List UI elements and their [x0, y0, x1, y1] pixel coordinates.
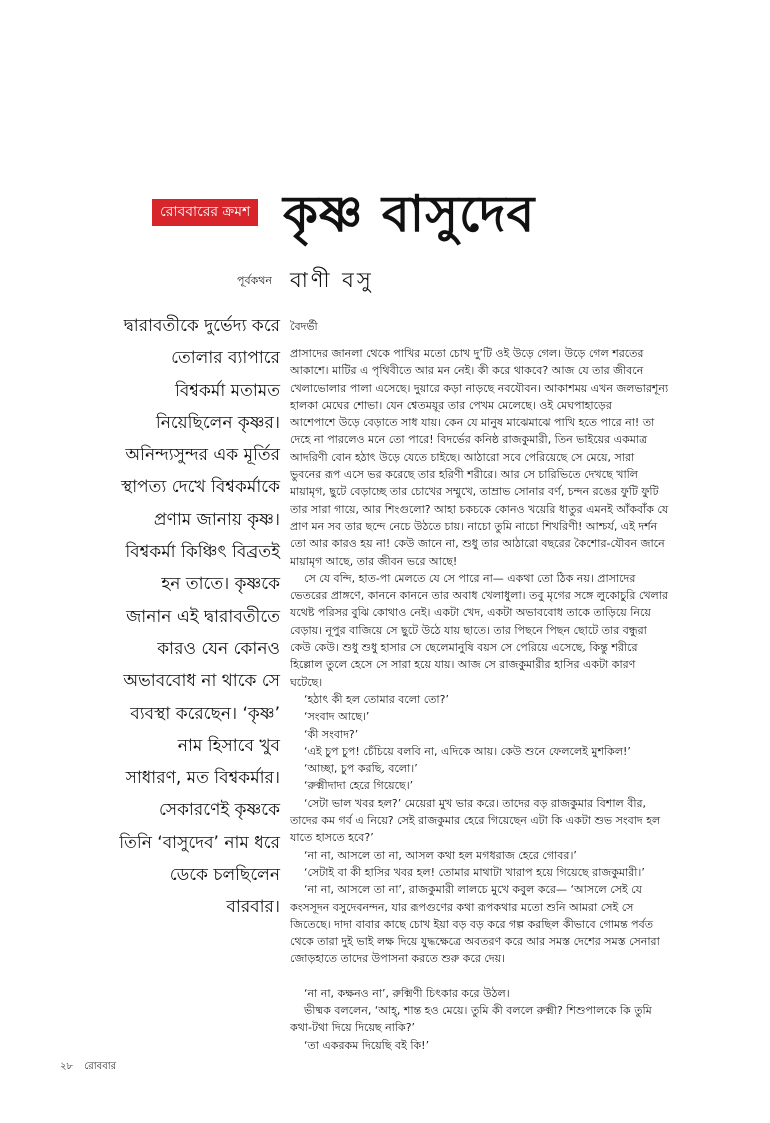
body-line: ‘না না, কক্ষনও না’, রুক্মিণী চিৎকার করে উঠল। — [304, 986, 510, 1000]
pull-quote-line: নাম হিসাবে খুব — [177, 735, 280, 756]
chapter-title: বৈদর্ভী — [290, 320, 318, 333]
pull-quote-line: ব্যবস্থা করেছেন। ‘কৃষ্ণ’ — [130, 703, 280, 724]
pull-quote-line: তোলার ব্যাপারে — [171, 348, 280, 369]
pull-quote-line: স্থাপত্য দেখে বিশ্বকর্মাকে — [120, 477, 280, 498]
magazine-name: রোববার — [84, 1061, 117, 1072]
body-line: ‘সেটা ভাল খবর হল?’ মেয়েরা মুখ ভার করে। তাদের বড় রাজকুমার বিশাল বীর, — [304, 796, 647, 810]
body-line: সে যে বন্দি, হাত-পা মেলতে যে সে পারে না— একথা তো ঠিক নয়। প্রাসাদের — [304, 571, 636, 585]
paragraph-gap — [290, 968, 745, 985]
body-line: প্রাণ মন সব তার ছন্দে নেচে উঠতে চায়। নাচো তুমি নাচো শিখরিণী! আশ্চর্য, এই দর্শন — [290, 519, 658, 533]
pull-quote-line: হন তাতে। কৃষ্ণকে — [161, 574, 280, 595]
pull-quote-line: ডেকে চলছিলেন — [169, 865, 280, 886]
body-line: ভীষ্মক বললেন, ‘আহ্, শান্ত হও মেয়ে। তুমি কী বললে রুক্মী? শিশুপালকে কি তুমি — [304, 1003, 652, 1017]
pull-quote-line: জানান এই দ্বারাবতীতে — [126, 606, 280, 627]
body-line: ভেতরের প্রাঙ্গণে, কাননে কাননে তার অবাধ খেলাধুলা। তবু মৃগের সঙ্গে লুকোচুরি খেলার — [290, 589, 668, 603]
body-line: মায়ামৃগ আছে, তার জীবন ভরে আছে! — [290, 554, 458, 568]
body-line: ‘তা একরকম দিয়েছি বই কি!’ — [304, 1038, 430, 1052]
page-footer — [60, 1059, 124, 1076]
body-line: ‘না না, আসলে তা না’, রাজকুমারী লালচে মুখে কবুল করে— ‘আসলে সেই যে — [304, 883, 642, 897]
pull-quote-line: সাধারণ, মত বিশ্বকর্মার। — [125, 768, 280, 789]
pull-quote-line: অভাববোধ না থাকে সে — [123, 671, 280, 692]
pull-quote-line: দ্বারাবতীকে দুর্ভেদ্য করে — [123, 316, 280, 336]
body-line: ‘কী সংবাদ?’ — [304, 727, 359, 741]
pull-quote-line: অনিন্দ্যসুন্দর এক মূর্তির — [125, 445, 280, 466]
body-line: জিতেছে। দাদা বাবার কাছে চোখ ইয়া বড় বড় করে গল্প করছিল কীভাবে গোমন্ত পর্বত — [290, 917, 654, 931]
body-line: প্রাসাদের জানলা থেকে পাখির মতো চোখ দু’টি ওই উড়ে গেল। উড়ে গেল শরতের — [290, 347, 644, 360]
body-line: ‘সংবাদ আছে।’ — [304, 710, 370, 724]
pull-quote-line: তিনি ‘বাসুদেব’ নাম ধরে — [119, 832, 280, 853]
serial-badge: রোববারের ক্রমশ — [152, 199, 258, 226]
body-line: কেউ কেউ। শুধু শুধু হাসার সে ছেলেমানুষি বয়স সে পেরিয়ে এসেছে, কিন্তু শরীরে — [290, 641, 638, 655]
body-line: যাতে হাসতে হবে?’ — [290, 831, 374, 845]
pull-quote-line: নিয়েছিলেন কৃষ্ণর। — [155, 412, 280, 433]
body-line: হিল্লোল তুলে হেসে সে সারা হয়ে যায়। আজ সে রাজকুমারীর হাসির একটা কারণ — [290, 658, 636, 672]
pull-quote-line: বারবার। — [226, 897, 280, 918]
body-line: ঘটেছে। — [290, 675, 323, 689]
body-line: যথেষ্ট পরিসর বুঝি কোথাও নেই। একটা খেদ, একটা অভাববোধ তাকে তাড়িয়ে নিয়ে — [290, 606, 651, 620]
body-line: কংসসূদন বসুদেবনন্দন, যার রূপগুণের কথা রূপকথার মতো শুনি আমরা সেই সে — [290, 900, 634, 914]
author-name: বাণী বসু — [290, 268, 374, 292]
body-line: মায়ামৃগ, ছুটে বেড়াচ্ছে তার চোখের সম্মুখে, তাম্রাভ সোনার বর্ণ, চন্দন রঙের ফুটি ফুটি — [290, 485, 659, 499]
pull-quote-line: সেকারণেই কৃষ্ণকে — [158, 800, 280, 821]
body-line: থেকে তারা দুই ভাই লক্ষ দিয়ে যুদ্ধক্ষেত্রে অবতরণ করে আর সমস্ত দেশের সমস্ত সেনারা — [290, 935, 660, 949]
body-line: ‘আচ্ছা, চুপ করছি, বলো।’ — [304, 762, 418, 776]
body-line: আদরিণী বোন হঠাৎ উড়ে যেতে চাইছে। আঠারো সবে পেরিয়েছে সে মেয়ে, সারা — [290, 450, 635, 464]
pull-quote-line: কারও যেন কোনও — [157, 638, 280, 659]
page-number: ২৮ — [60, 1061, 73, 1072]
body-line: ‘রুক্মীদাদা হেরে গিয়েছে।’ — [304, 779, 414, 793]
body-line: তো আর কারও হয় না! কেউ জানে না, শুধু তার আঠারো বছরের কৈশোর-যৌবন জানে — [290, 537, 665, 551]
body-line: তাদের কম গর্ব এ নিয়ে? সেই রাজকুমার হেরে গিয়েছেন এটা কি একটা শুভ সংবাদ হল — [290, 814, 661, 828]
prelude-label: পূর্বকথন — [237, 274, 272, 287]
body-line: খেলাভোলার পালা এসেছে। দুয়ারে কড়া নাড়ছে নবযৌবন। আকাশময় এখন জলভারশূন্য — [290, 381, 669, 395]
pull-quote — [80, 310, 280, 924]
body-line: ‘সেটাই বা কী হাসির খবর হল! তোমার মাথাটা খারাপ হয়ে গিয়েছে রাজকুমারী।’ — [304, 865, 645, 879]
pull-quote-line: বিশ্বকর্মা কিঞ্চিৎ বিব্রতই — [125, 542, 280, 563]
body-line: কথা-টথা দিয়ে দিয়েছ নাকি?’ — [290, 1021, 416, 1035]
pull-quote-line: প্রণাম জানায় কৃষ্ণ। — [153, 509, 280, 530]
body-line: আশেপাশে উড়ে বেড়াতে সাধ যায়। কেন যে মানুষ মাঝেমাঝে পাখি হতে পারে না! তা — [290, 416, 655, 430]
body-line: জোড়হাতে তাদের উপাসনা করতে শুরু করে দেয়। — [290, 952, 506, 966]
body-line: ‘হঠাৎ কী হল তোমার বলো তো?’ — [304, 692, 449, 706]
body-line: হালকা মেঘের শোভা। যেন শ্বেতময়ূর তার পেখম মেলেছে। ওই মেঘপাহাড়ের — [290, 398, 612, 412]
story-body — [290, 345, 745, 1054]
body-line: তার সারা গায়ে, আর শিংগুলো? আহা চকচকে কোনও খয়েরি ধাতুর এমনই আঁকবাঁক যে — [290, 502, 669, 516]
body-line: বেড়ায়। নূপুর বাজিয়ে সে ছুটে উঠে যায় ছাতে। তার পিছনে পিছন ছোটে তার বন্ধুরা — [290, 623, 647, 637]
body-line: ‘এই চুপ চুপ! চেঁচিয়ে বলবি না, এদিকে আয়। কেউ শুনে ফেললেই মুশকিল!’ — [304, 744, 631, 758]
body-line: আকাশে। মাটির এ পৃথিবীতে আর মন নেই। কী করে থাকবে? আজ যে তার জীবনে — [290, 364, 644, 378]
body-line: দেহে না পারলেও মনে তো পারে! বিদর্ভের কনিষ্ঠ রাজকুমারী, তিন ভাইয়ের একমাত্র — [290, 433, 648, 447]
body-line: ভুবনের রূপ এসে ভর করেছে তার হরিণী শরীরে। আর সে চারিভিতে দেখছে খালি — [290, 468, 638, 482]
body-line: ‘না না, আসলে তা না, আসল কথা হল মগধরাজ হেরে গোবর।’ — [304, 848, 577, 862]
story-title: কৃষ্ণ বাসুদেব — [283, 185, 536, 243]
pull-quote-line: বিশ্বকর্মা মতামত — [174, 380, 280, 401]
